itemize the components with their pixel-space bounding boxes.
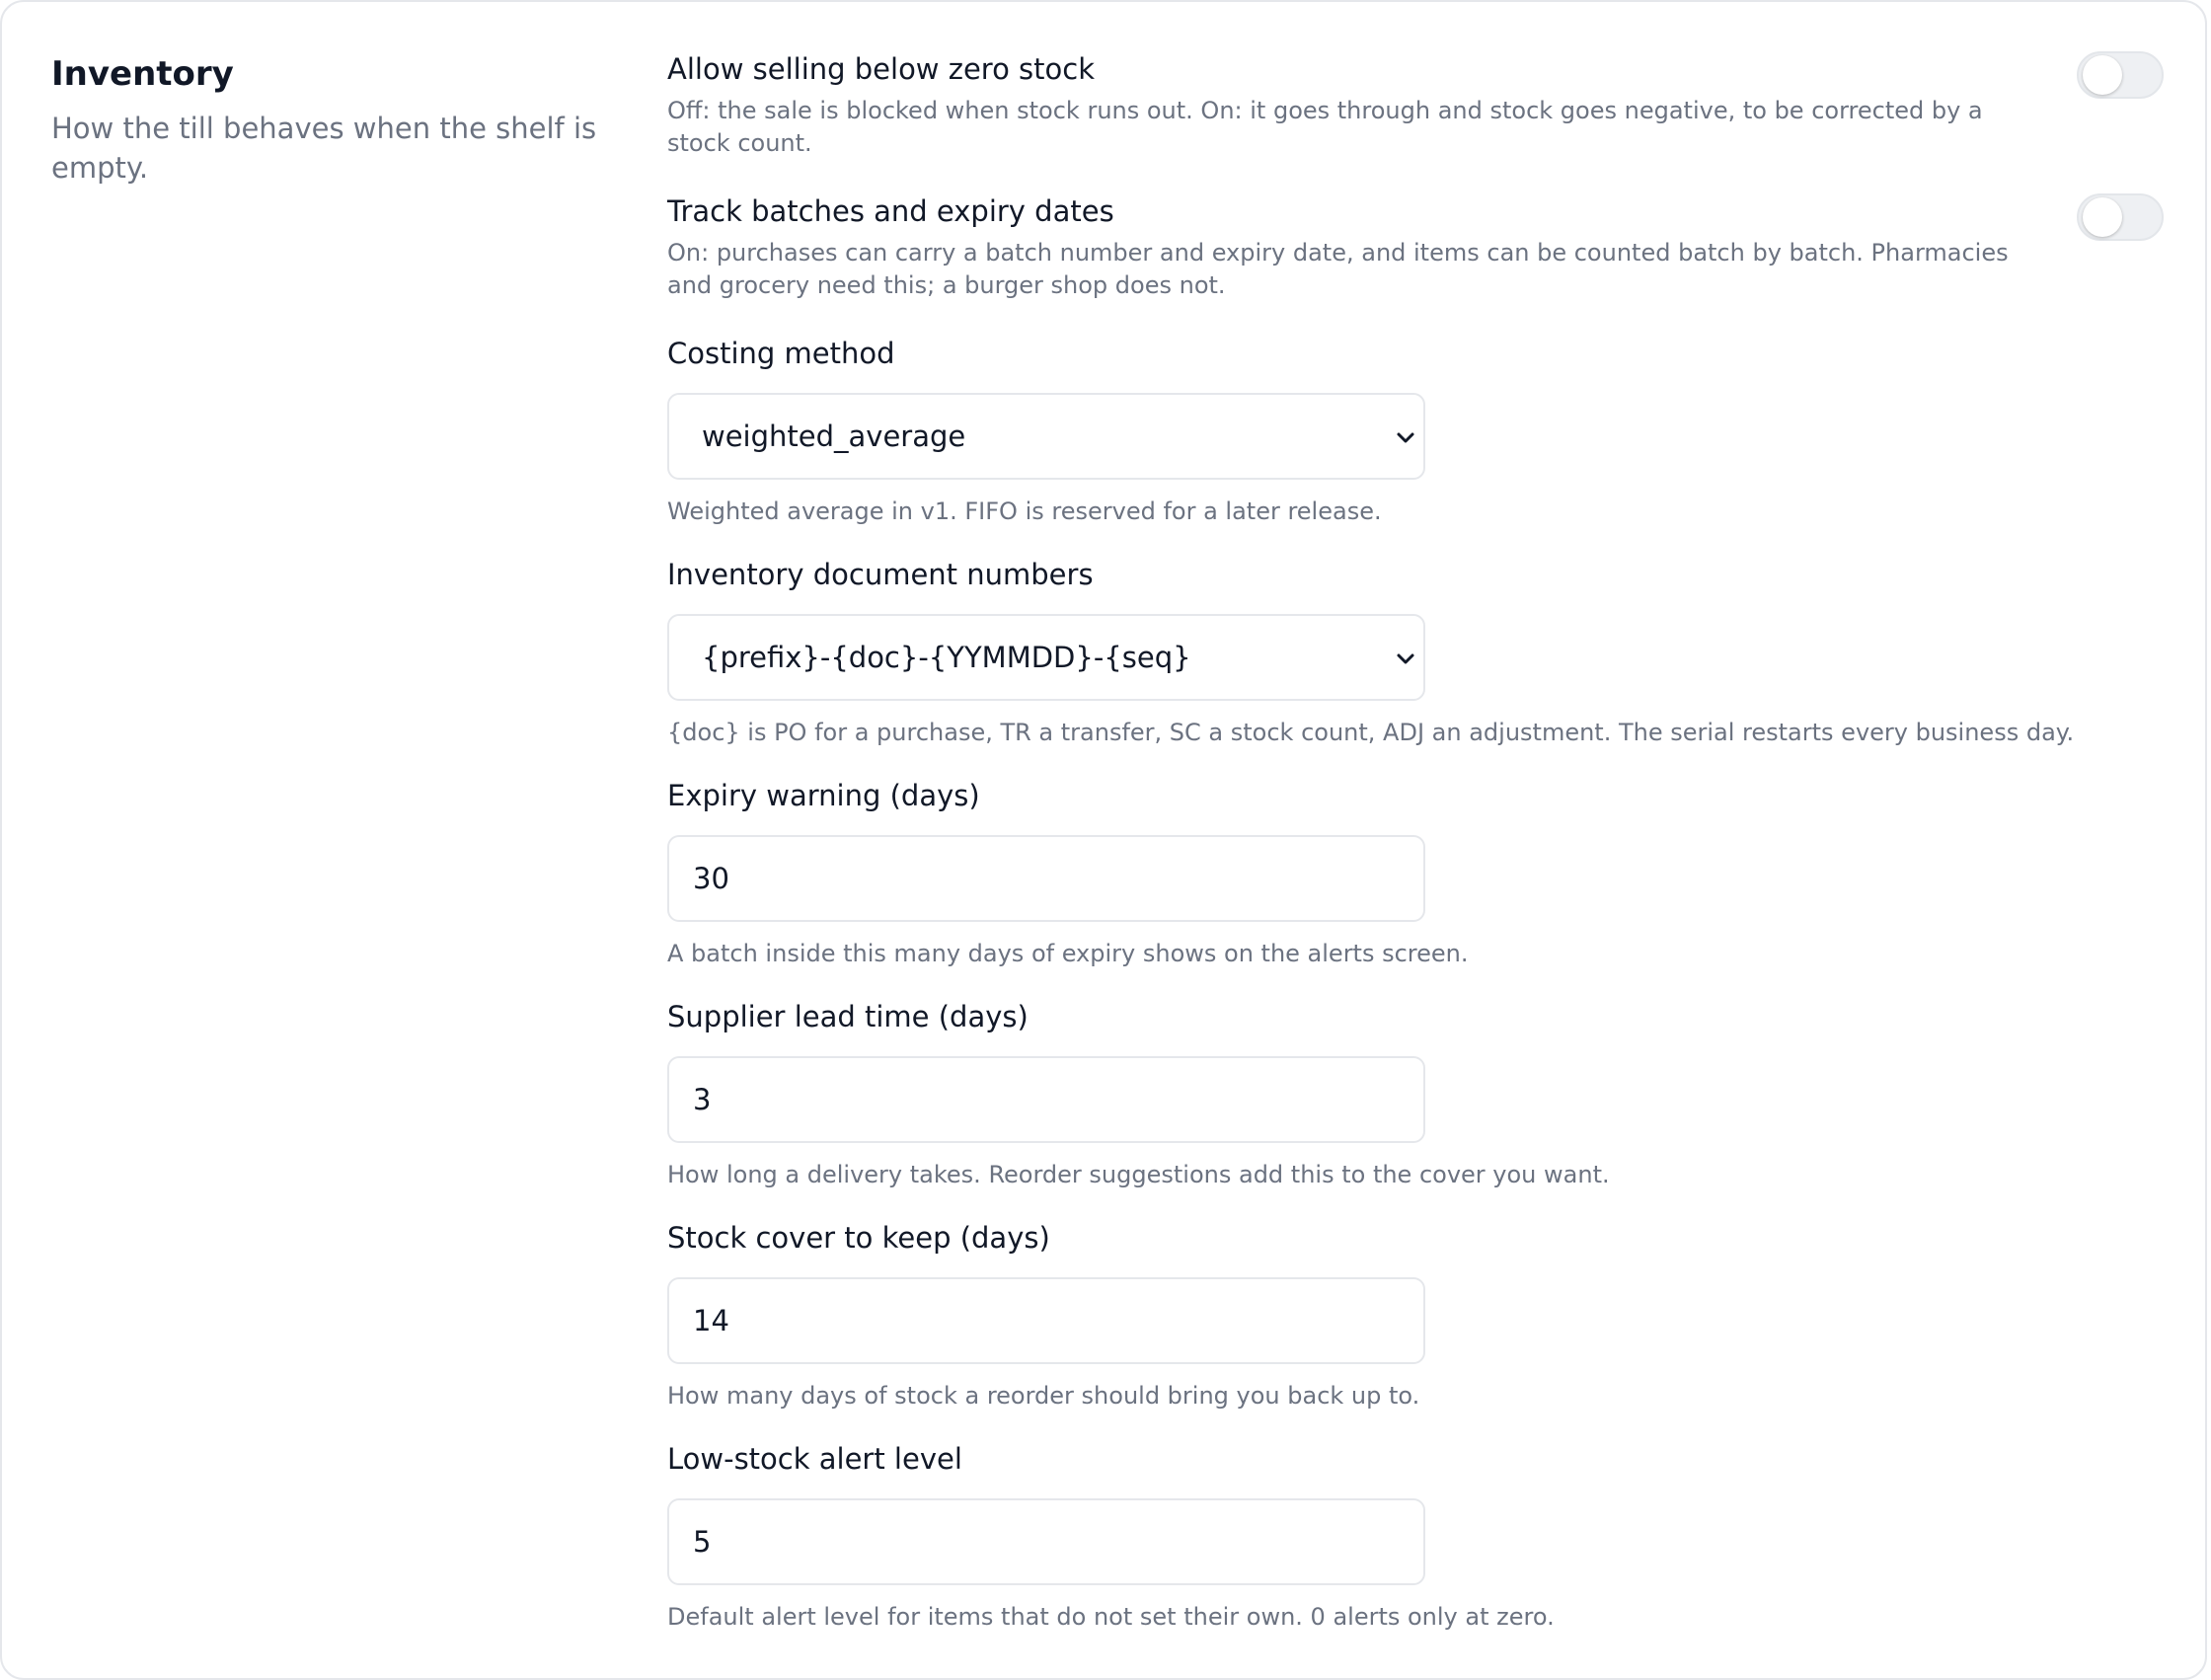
track-batches-row — [667, 191, 2168, 302]
chevron-down-icon — [1396, 649, 1415, 669]
doc-numbers-field — [667, 555, 2168, 749]
track-batches-help: On: purchases can carry a batch number and expiry date, and items can be counted batch by batch. Pharmacies and grocery need this; a burger shop does not. — [667, 239, 2009, 299]
stock-cover-label: Stock cover to keep (days) — [667, 1221, 1050, 1255]
lead-time-label: Supplier lead time (days) — [667, 1000, 1029, 1033]
low-stock-help: Default alert level for items that do not set their own. 0 alerts only at zero. — [667, 1603, 1555, 1631]
section-title: Inventory — [51, 54, 234, 94]
doc-numbers-help: {doc} is PO for a purchase, TR a transfer, SC a stock count, ADJ an adjustment. The serial restarts every business day. — [667, 719, 2075, 746]
stock-cover-input[interactable] — [667, 1277, 1425, 1364]
costing-method-label: Costing method — [667, 337, 895, 370]
costing-method-field — [667, 334, 2168, 528]
expiry-warning-input[interactable] — [667, 835, 1425, 922]
expiry-warning-help: A batch inside this many days of expiry shows on the alerts screen. — [667, 940, 1469, 967]
stock-cover-value: 14 — [693, 1304, 729, 1337]
low-stock-label: Low-stock alert level — [667, 1442, 962, 1476]
low-stock-field — [667, 1439, 2168, 1634]
costing-method-help: Weighted average in v1. FIFO is reserved for a later release. — [667, 497, 1382, 525]
allow-negative-stock-toggle[interactable] — [2077, 51, 2164, 99]
allow-negative-stock-help: Off: the sale is blocked when stock runs out. On: it goes through and stock goes negative, to be corrected by a stock count. — [667, 97, 1983, 157]
costing-method-value: weighted_average — [702, 420, 966, 453]
stock-cover-help: How many days of stock a reorder should bring you back up to. — [667, 1382, 1420, 1410]
allow-negative-stock-row — [667, 49, 2168, 160]
doc-numbers-label: Inventory document numbers — [667, 558, 1094, 591]
expiry-warning-field — [667, 776, 2168, 970]
track-batches-toggle[interactable] — [2077, 193, 2164, 241]
allow-negative-stock-label: Allow selling below zero stock — [667, 52, 1096, 86]
lead-time-field — [667, 997, 2168, 1191]
costing-method-select[interactable] — [667, 393, 1425, 480]
doc-numbers-select[interactable] — [667, 614, 1425, 701]
low-stock-input[interactable] — [667, 1498, 1425, 1585]
doc-numbers-value: {prefix}-{doc}-{YYMMDD}-{seq} — [702, 641, 1191, 674]
toggle-knob — [2083, 55, 2122, 95]
lead-time-value: 3 — [693, 1083, 712, 1116]
section-description: How the till behaves when the shelf is empty. — [51, 112, 597, 185]
stock-cover-field — [667, 1218, 2168, 1413]
expiry-warning-label: Expiry warning (days) — [667, 779, 980, 812]
chevron-down-icon — [1396, 428, 1415, 448]
lead-time-input[interactable] — [667, 1056, 1425, 1143]
toggle-knob — [2083, 197, 2122, 237]
track-batches-label: Track batches and expiry dates — [667, 194, 1114, 228]
lead-time-help: How long a delivery takes. Reorder suggestions add this to the cover you want. — [667, 1161, 1610, 1188]
expiry-warning-value: 30 — [693, 862, 729, 895]
section-header — [51, 51, 604, 188]
low-stock-value: 5 — [693, 1525, 712, 1559]
